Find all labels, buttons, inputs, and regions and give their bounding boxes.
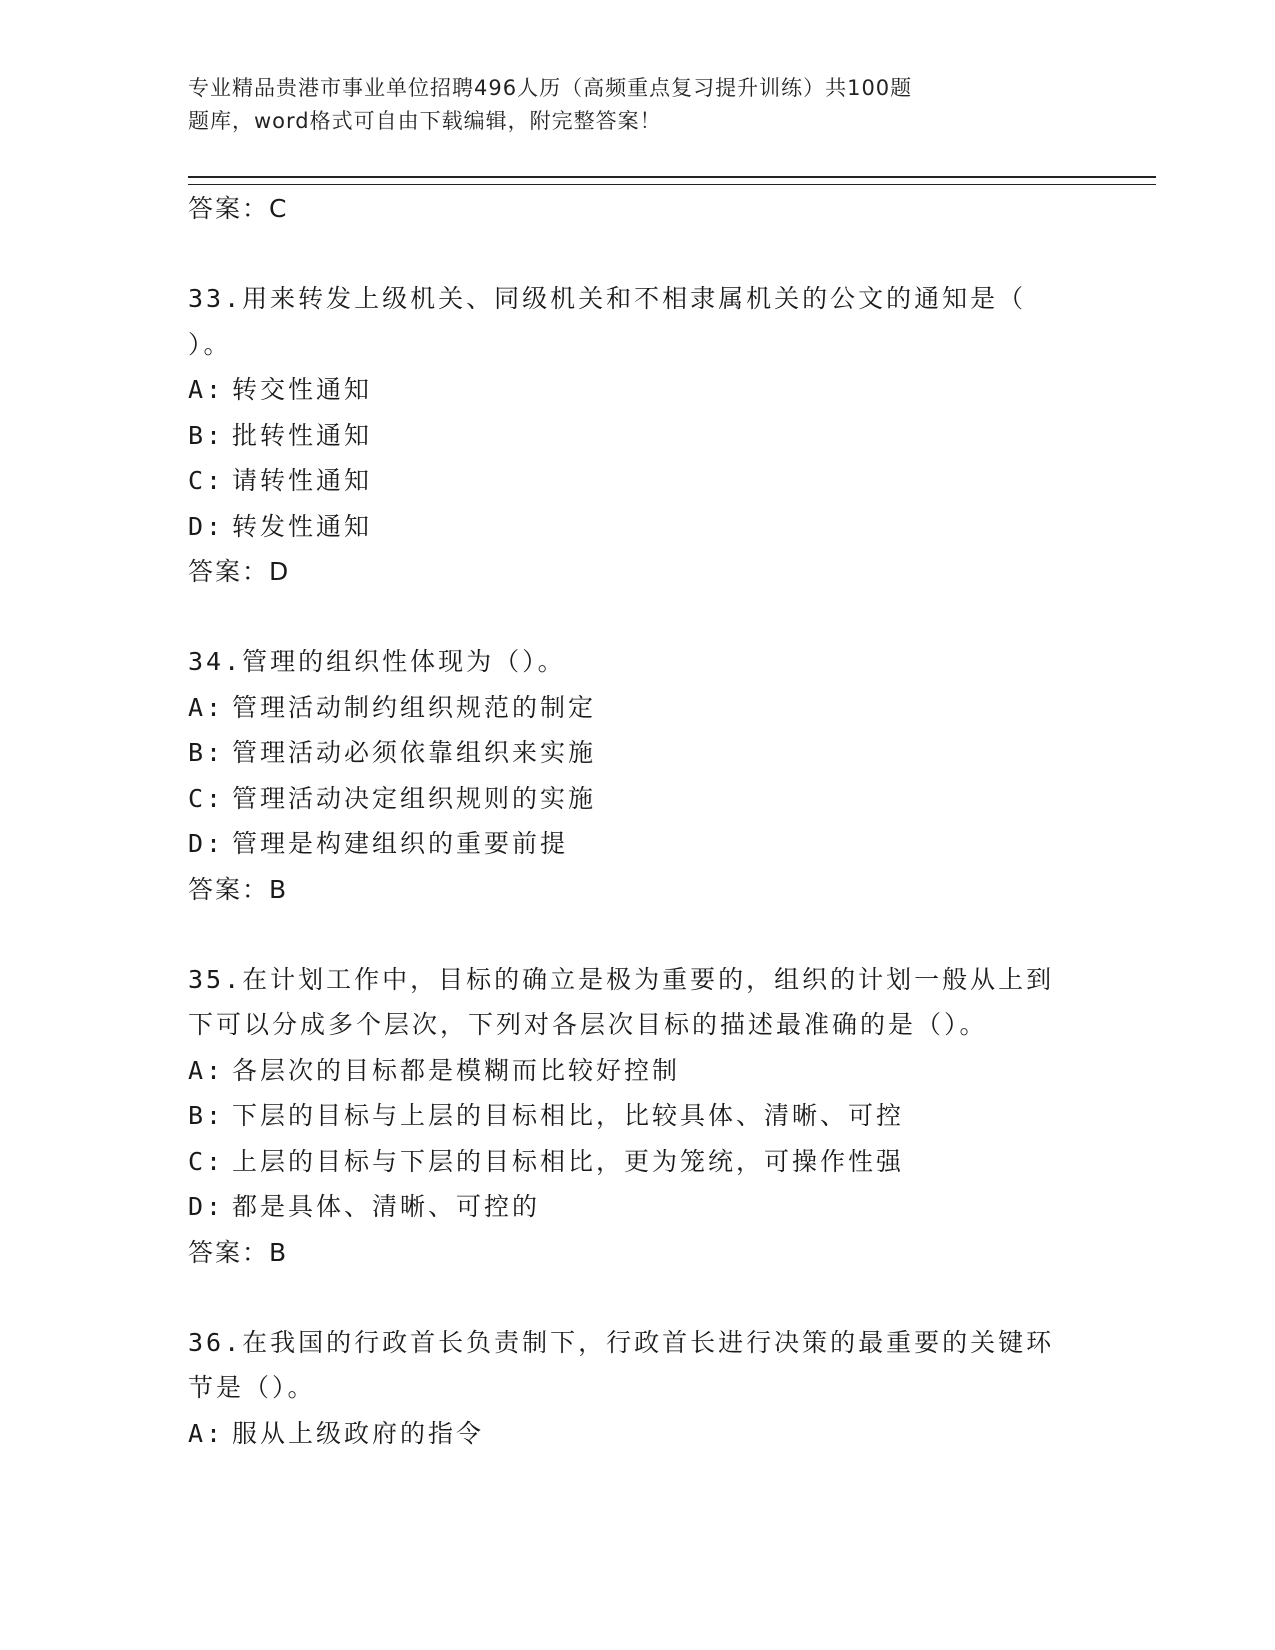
option-c xyxy=(188,1139,1088,1185)
option-text: 管理活动必须依靠组织来实施 xyxy=(232,738,597,767)
option-b xyxy=(188,1093,1088,1139)
option-a xyxy=(188,1411,1088,1457)
header-line-1: 专业精品贵港市事业单位招聘496人历（高频重点复习提升训练）共100题 xyxy=(188,76,913,100)
option-letter: B: xyxy=(188,420,225,450)
question-text: 节是（）。 xyxy=(188,1373,316,1402)
option-letter: D: xyxy=(188,511,225,541)
question-block xyxy=(188,1320,1088,1457)
option-letter: A: xyxy=(188,1055,225,1085)
header-line-2: 题库，word格式可自由下载编辑，附完整答案！ xyxy=(188,109,662,133)
answer-line: 答案：B xyxy=(188,874,289,904)
option-text: 管理是构建组织的重要前提 xyxy=(232,829,569,858)
option-letter: C: xyxy=(188,466,225,495)
option-letter: A: xyxy=(188,692,225,722)
document-header xyxy=(188,72,1048,138)
answer-line: 答案：D xyxy=(188,557,291,586)
answer-line: 答案：C xyxy=(188,194,289,223)
option-letter: B: xyxy=(188,1101,225,1130)
option-c xyxy=(188,776,1088,822)
question-text: 33.用来转发上级机关、同级机关和不相隶属机关的公文的通知是（ xyxy=(188,284,1027,313)
question-text: 34.管理的组织性体现为（）。 xyxy=(188,647,566,676)
question-text: 35.在计划工作中，目标的确立是极为重要的，组织的计划一般从上到 xyxy=(188,964,1055,994)
option-a xyxy=(188,367,1088,413)
option-text: 批转性通知 xyxy=(232,420,373,450)
option-c xyxy=(188,458,1088,504)
option-text: 转发性通知 xyxy=(232,511,373,541)
option-letter: D: xyxy=(188,1192,225,1221)
question-block xyxy=(188,957,1088,1276)
option-text: 下层的目标与上层的目标相比，比较具体、清晰、可控 xyxy=(232,1101,905,1130)
option-letter: A: xyxy=(188,375,225,404)
option-d xyxy=(188,821,1088,867)
question-text: ）。 xyxy=(188,329,232,359)
option-text: 上层的目标与下层的目标相比，更为笼统，可操作性强 xyxy=(232,1146,905,1176)
option-d xyxy=(188,1184,1088,1230)
option-text: 管理活动决定组织规则的实施 xyxy=(232,783,597,813)
option-text: 都是具体、清晰、可控的 xyxy=(232,1192,541,1221)
option-letter: A: xyxy=(188,1418,225,1448)
option-a xyxy=(188,685,1088,731)
header-rule xyxy=(188,176,1156,185)
option-d xyxy=(188,504,1088,550)
question-text: 下可以分成多个层次，下列对各层次目标的描述最准确的是（）。 xyxy=(188,1010,988,1039)
option-letter: D: xyxy=(188,829,225,858)
option-text: 请转性通知 xyxy=(232,466,373,495)
answer-line: 答案：B xyxy=(188,1237,289,1267)
option-text: 转交性通知 xyxy=(232,375,373,404)
question-block xyxy=(188,639,1088,913)
option-b xyxy=(188,413,1088,459)
option-text: 服从上级政府的指令 xyxy=(232,1418,485,1448)
option-text: 管理活动制约组织规范的制定 xyxy=(232,692,597,722)
option-letter: C: xyxy=(188,1146,225,1176)
option-text: 各层次的目标都是模糊而比较好控制 xyxy=(232,1055,681,1085)
option-letter: C: xyxy=(188,783,225,813)
question-block xyxy=(188,276,1088,595)
question-list xyxy=(188,186,1088,1456)
option-letter: B: xyxy=(188,738,225,767)
option-b xyxy=(188,730,1088,776)
option-a xyxy=(188,1048,1088,1094)
question-text: 36.在我国的行政首长负责制下，行政首长进行决策的最重要的关键环 xyxy=(188,1327,1055,1357)
